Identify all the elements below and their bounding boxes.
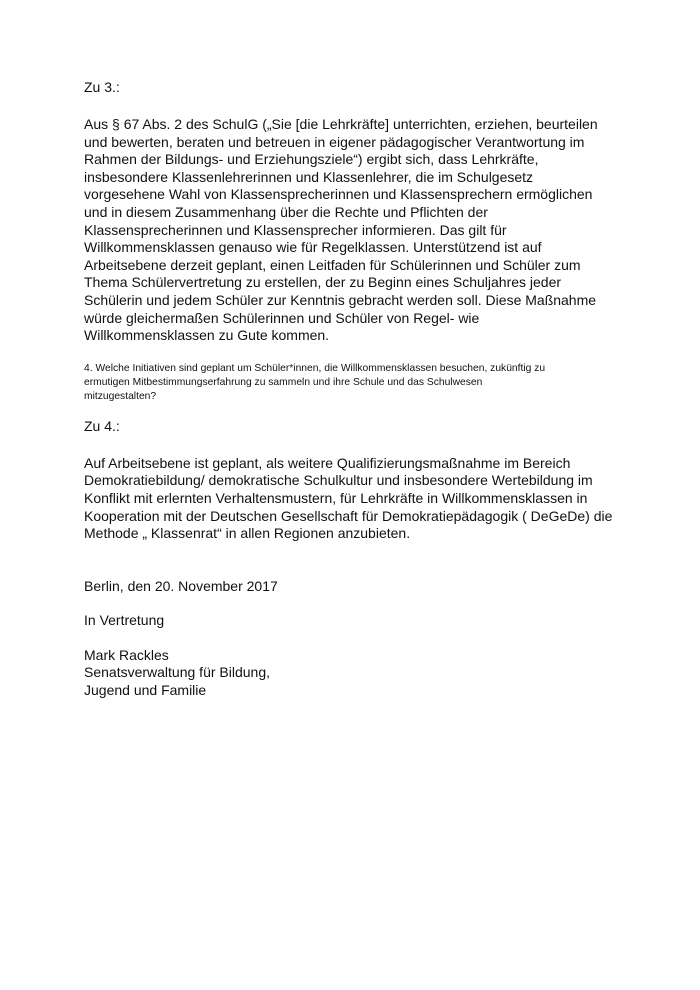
question-line: ermutigen Mitbestimmungserfahrung zu sammeln und ihre Schule und das Schulwesen (84, 376, 483, 388)
paragraph-line: Schülerin und jedem Schüler zur Kenntnis gebracht werden soll. Diese Maßnahme (84, 291, 597, 308)
paragraph-line: und bewerten, beraten und betreuen in eigener pädagogischer Verantwortung im (84, 133, 585, 150)
section-4-heading: Zu 4.: (84, 417, 120, 434)
paragraph-line: Auf Arbeitsebene ist geplant, als weitere Qualifizierungsmaßnahme im Bereich (84, 454, 571, 471)
paragraph-line: Willkommensklassen genauso wie für Regelklassen. Unterstützend ist auf (84, 239, 542, 256)
paragraph-line: Demokratiebildung/ demokratische Schulkultur und insbesondere Wertebildung im (84, 472, 593, 489)
paragraph-line: Arbeitsebene derzeit geplant, einen Leitfaden für Schülerinnen und Schüler zum (84, 256, 581, 273)
section-3-paragraph (84, 116, 624, 345)
representation-line: In Vertretung (84, 612, 165, 629)
question-line: mitzugestalten? (84, 390, 157, 402)
department-line: Senatsverwaltung für Bildung, (84, 664, 270, 681)
date-line: Berlin, den 20. November 2017 (84, 577, 278, 594)
question-4 (84, 362, 624, 404)
signature-block (84, 647, 624, 700)
document-content (84, 78, 624, 700)
paragraph-line: und in diesem Zusammenhang über die Rechte und Pflichten der (84, 203, 488, 220)
paragraph-line: Thema Schülervertretung zu erstellen, der zu Beginn eines Schuljahres jeder (84, 274, 562, 291)
paragraph-line: vorgesehene Wahl von Klassensprecherinnen und Klassensprechern ermöglichen (84, 186, 593, 203)
paragraph-line: insbesondere Klassenlehrerinnen und Klassenlehrer, die im Schulgesetz (84, 168, 534, 185)
paragraph-line: Rahmen der Bildungs- und Erziehungsziele“) ergibt sich, dass Lehrkräfte, (84, 151, 539, 168)
paragraph-line: Willkommensklassen zu Gute kommen. (84, 327, 330, 344)
signatory-name: Mark Rackles (84, 646, 169, 663)
paragraph-line: würde gleichermaßen Schülerinnen und Schüler von Regel- wie (84, 309, 480, 326)
paragraph-line: Kooperation mit der Deutschen Gesellschaft für Demokratiepädagogik ( DeGeDe) die (84, 507, 613, 524)
department-line: Jugend und Familie (84, 682, 207, 699)
question-line: 4. Welche Initiativen sind geplant um Schüler*innen, die Willkommensklassen besuchen, zukünftig zu (84, 362, 546, 374)
paragraph-line: Aus § 67 Abs. 2 des SchulG („Sie [die Lehrkräfte] unterrichten, erziehen, beurteilen (84, 116, 598, 132)
section-3-heading: Zu 3.: (84, 79, 120, 95)
section-4-paragraph (84, 455, 624, 543)
paragraph-line: Methode „ Klassenrat“ in allen Regionen anzubieten. (84, 525, 411, 542)
paragraph-line: Klassensprecherinnen und Klassensprecher informieren. Das gilt für (84, 221, 507, 238)
paragraph-line: Konflikt mit erlernten Verhaltensmustern, für Lehrkräfte in Willkommensklassen in (84, 489, 588, 506)
